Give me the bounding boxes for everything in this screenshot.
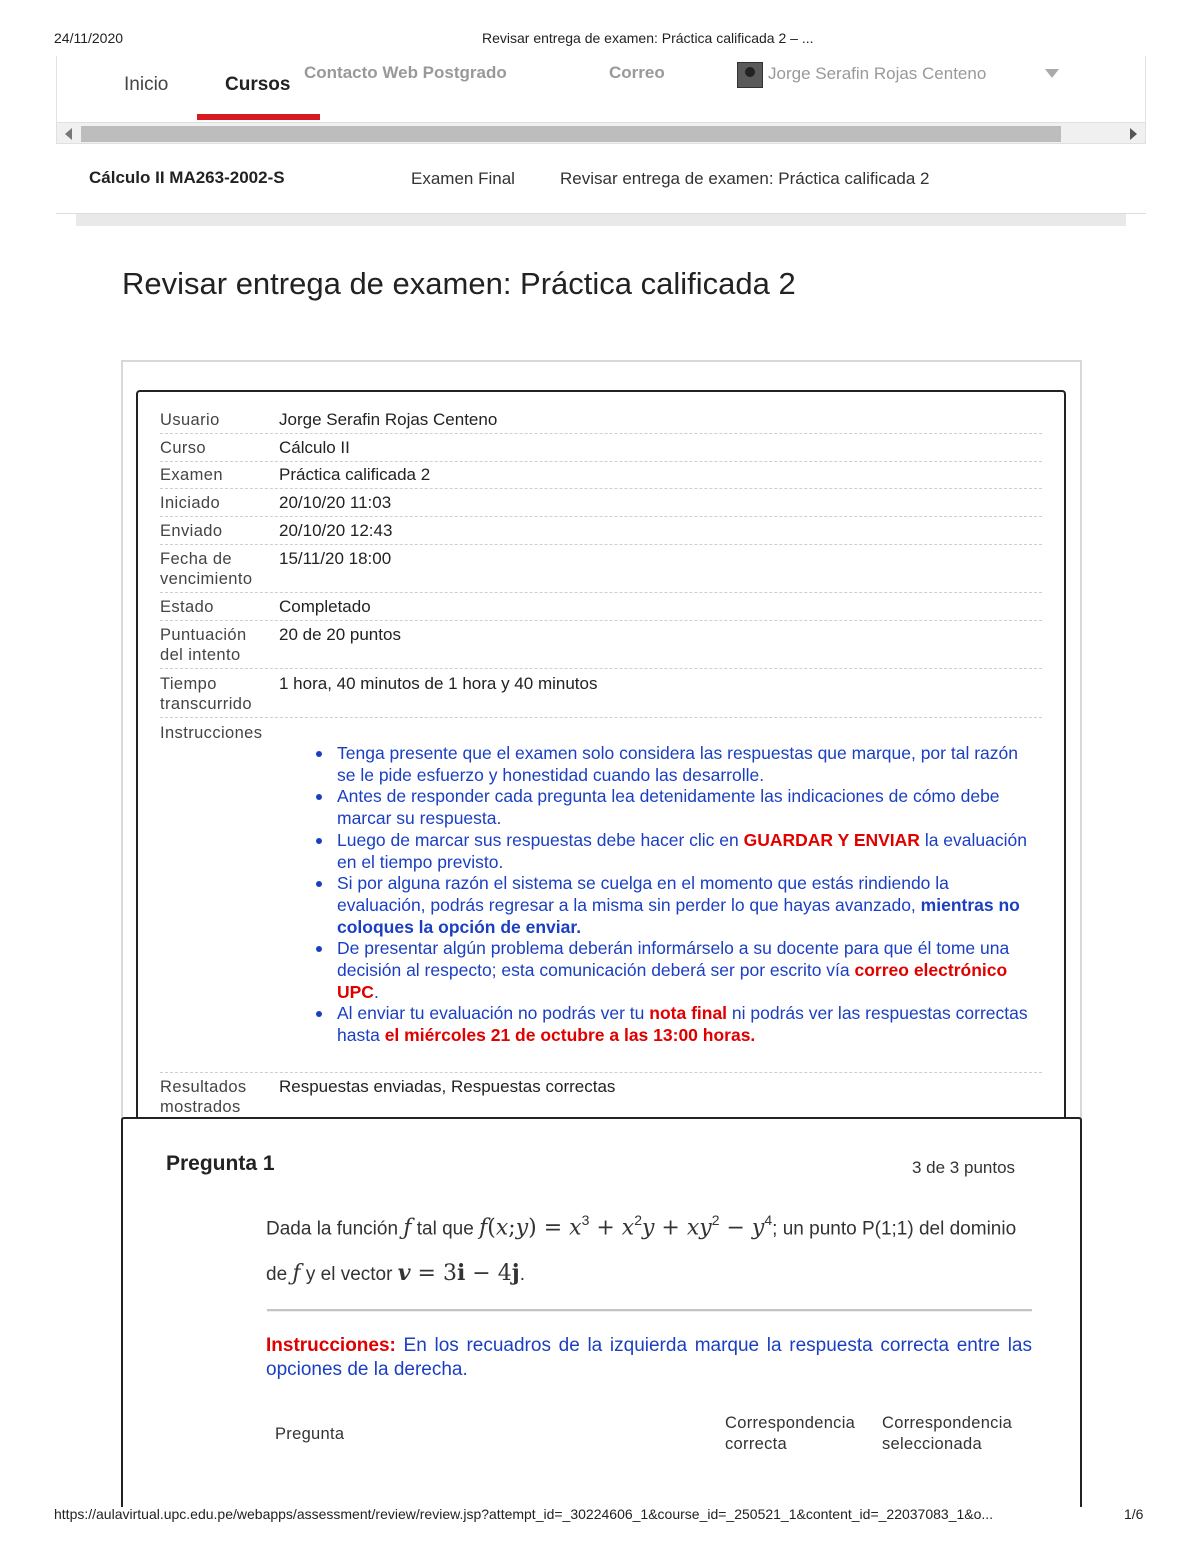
- question-instructions: Instrucciones: En los recuadros de la izquierda marque la respuesta correcta entre las opciones de la derecha.: [266, 1335, 1032, 1380]
- instructions-list: [337, 743, 1037, 1047]
- math-f: ƒ: [403, 1215, 412, 1241]
- math-f: ƒ: [292, 1261, 301, 1287]
- detail-label: Curso: [160, 439, 207, 457]
- detail-label-line: del intento: [160, 646, 241, 664]
- math-function: f: [479, 1215, 488, 1241]
- question-text: Dada la función ƒ tal que f(x;y) = $x^3 + x^2y + xy^2 - y^4$; un punto P(1;1) del dominio de ƒ y el vector v = 3i − 4j.: [266, 1212, 1017, 1287]
- detail-value: Cálculo II: [279, 438, 350, 457]
- page-title: Revisar entrega de examen: Práctica calificada 2: [122, 266, 796, 301]
- detail-row-resultados: [160, 1077, 1042, 1121]
- scroll-left-icon[interactable]: [65, 128, 72, 140]
- chevron-down-icon[interactable]: [1045, 69, 1059, 78]
- instruction-item: Antes de responder cada pregunta lea detenidamente las indicaciones de cómo debe marcar su respuesta.: [337, 786, 1037, 829]
- detail-label-line: Tiempo: [160, 675, 217, 693]
- column-header-seleccionada: Correspondencia seleccionada: [882, 1414, 1013, 1453]
- nav-user-name[interactable]: Jorge Serafin Rojas Centeno: [768, 64, 987, 83]
- nav-inicio[interactable]: Inicio: [124, 74, 169, 95]
- question-title: Pregunta 1: [166, 1152, 275, 1175]
- detail-row-tiempo: [160, 674, 1042, 718]
- scroll-right-icon[interactable]: [1130, 128, 1137, 140]
- detail-label: Usuario: [160, 411, 220, 429]
- breadcrumb: [56, 144, 1146, 214]
- detail-label-line: transcurrido: [160, 695, 252, 713]
- question-instructions-label: Instrucciones:: [266, 1335, 396, 1356]
- instruction-item: De presentar algún problema deberán informárselo a su docente para que él tome una decisión al respecto; esta comunicación deberá ser por escrito vía correo electrónico UPC.: [337, 938, 1037, 1003]
- user-avatar-icon[interactable]: [737, 62, 763, 88]
- detail-value: 20 de 20 puntos: [279, 625, 401, 644]
- detail-label: Examen: [160, 466, 223, 484]
- print-url: https://aulavirtual.upc.edu.pe/webapps/assessment/review/review.jsp?attempt_id=_30224606_1&course_id=_250521_1&content_id=_22037083_1&o...: [54, 1506, 994, 1522]
- detail-value: Completado: [279, 597, 371, 616]
- print-title: Revisar entrega de examen: Práctica calificada 2 – ...: [482, 30, 814, 46]
- instruction-emphasis: nota final: [649, 1003, 728, 1024]
- print-date: 24/11/2020: [54, 30, 124, 46]
- detail-value: Práctica calificada 2: [279, 465, 431, 484]
- instruction-emphasis: correo electrónico UPC: [337, 960, 1008, 1002]
- detail-label: Enviado: [160, 522, 223, 540]
- question-points: 3 de 3 puntos: [912, 1158, 1016, 1177]
- detail-value: 20/10/20 12:43: [279, 521, 393, 540]
- breadcrumb-shadow: [76, 214, 1126, 226]
- detail-label: Estado: [160, 598, 214, 616]
- nav-correo[interactable]: Correo: [609, 63, 665, 82]
- detail-label-line: Fecha de: [160, 550, 232, 568]
- math-vector: v: [397, 1260, 411, 1287]
- detail-value: 1 hora, 40 minutos de 1 hora y 40 minutos: [279, 674, 598, 693]
- instruction-item: Tenga presente que el examen solo considera las respuestas que marque, por tal razón se le pide esfuerzo y honestidad cuando las desarrolle.: [337, 743, 1037, 786]
- instruction-emphasis: el miércoles 21 de octubre a las 13:00 horas.: [384, 1025, 756, 1046]
- detail-label-line: Puntuación: [160, 626, 247, 644]
- breadcrumb-course[interactable]: Cálculo II MA263-2002-S: [89, 168, 285, 187]
- scrollbar-thumb[interactable]: [81, 126, 1061, 142]
- detail-row-iniciado: [160, 493, 1042, 517]
- detail-row-estado: [160, 597, 1042, 621]
- breadcrumb-exam[interactable]: Examen Final: [411, 169, 515, 188]
- detail-value: Jorge Serafin Rojas Centeno: [279, 410, 498, 429]
- detail-label-line: vencimiento: [160, 570, 253, 588]
- print-page-number: 1/6: [1124, 1506, 1144, 1522]
- instruction-emphasis: mientras no coloques la opción de enviar.: [337, 894, 1020, 937]
- detail-label-line: Resultados: [160, 1078, 247, 1096]
- top-navigation: [56, 56, 1146, 122]
- detail-label: [160, 625, 272, 665]
- detail-value: 15/11/20 18:00: [279, 549, 392, 568]
- detail-row-puntuacion: [160, 625, 1042, 669]
- instruction-emphasis: GUARDAR Y ENVIAR: [743, 829, 920, 850]
- horizontal-scrollbar[interactable]: [56, 122, 1146, 144]
- question-divider: [267, 1309, 1032, 1312]
- detail-value: 20/10/20 11:03: [279, 493, 392, 512]
- column-header-pregunta: Pregunta: [275, 1425, 345, 1443]
- detail-value: Respuestas enviadas, Respuestas correctas: [279, 1077, 616, 1096]
- instruction-item: Al enviar tu evaluación no podrás ver tu nota final ni podrás ver las respuestas correctas hasta el miércoles 21 de octubre a las 13:00 horas.: [337, 1003, 1037, 1046]
- column-header-correcta: Correspondencia correcta: [725, 1414, 856, 1453]
- detail-row-usuario: [160, 410, 1042, 434]
- detail-label: Iniciado: [160, 494, 221, 512]
- nav-contacto[interactable]: Contacto Web Postgrado: [304, 63, 507, 82]
- detail-row-examen: [160, 465, 1042, 489]
- detail-label: Instrucciones: [160, 724, 263, 742]
- detail-label: [160, 549, 272, 589]
- detail-label: [160, 674, 272, 714]
- instruction-item: Luego de marcar sus respuestas debe hacer clic en GUARDAR Y ENVIAR la evaluación en el tiempo previsto.: [337, 830, 1037, 873]
- detail-row-curso: [160, 438, 1042, 462]
- breadcrumb-review: Revisar entrega de examen: Práctica calificada 2: [560, 169, 930, 188]
- detail-label-line: mostrados: [160, 1098, 241, 1116]
- detail-label: [160, 1077, 272, 1117]
- detail-row-vencimiento: [160, 549, 1042, 593]
- nav-active-indicator: [197, 114, 320, 120]
- detail-row-enviado: [160, 521, 1042, 545]
- nav-cursos[interactable]: Cursos: [225, 74, 291, 95]
- instruction-item: Si por alguna razón el sistema se cuelga en el momento que estás rindiendo la evaluación, podrás regresar a la misma sin perder lo que hayas avanzado, mientras no coloques la opción de enviar.: [337, 873, 1037, 938]
